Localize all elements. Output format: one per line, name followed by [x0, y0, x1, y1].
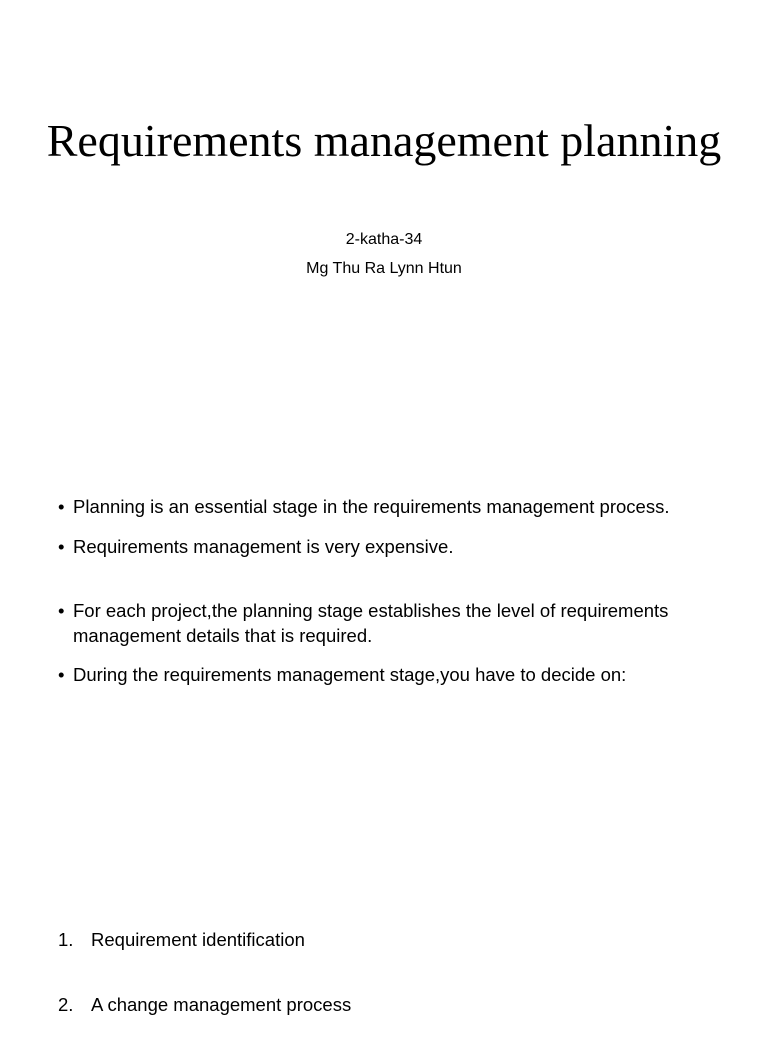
- bullet-item: • Requirements management is very expensive.: [58, 535, 748, 560]
- subtitle-code: 2-katha-34: [345, 231, 423, 248]
- list-item: [58, 993, 748, 1018]
- bullet-item: • For each project,the planning stage establishes the level of requirements management details that is required.: [58, 599, 748, 648]
- list-number: 1.: [58, 929, 74, 950]
- bullet-list: [58, 495, 748, 703]
- bullet-item: • Planning is an essential stage in the requirements management process.: [58, 495, 748, 520]
- author-name: Mg Thu Ra Lynn Htun: [306, 260, 462, 277]
- bullet-item: • During the requirements management stage,you have to decide on:: [58, 663, 748, 688]
- list-number: 2.: [58, 993, 74, 1015]
- page-title: Requirements management planning: [46, 115, 722, 166]
- list-item-text: A change management process: [91, 993, 352, 1015]
- list-item: [58, 928, 748, 953]
- list-item-text: Requirement identification: [91, 929, 305, 950]
- numbered-list: [58, 928, 748, 1057]
